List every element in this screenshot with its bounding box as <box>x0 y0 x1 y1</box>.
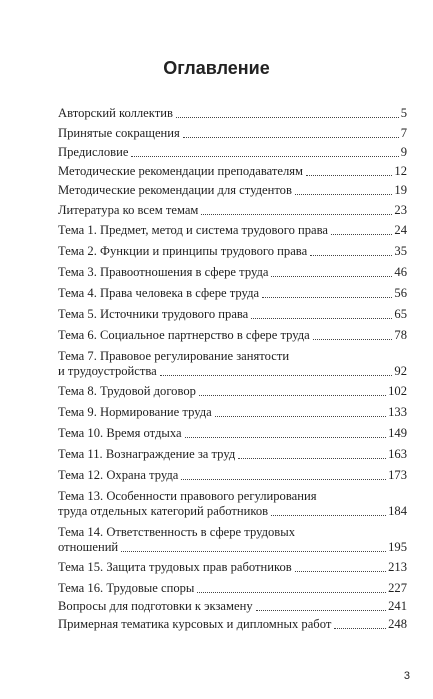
toc-entry-page: 46 <box>394 265 407 279</box>
toc-entry <box>58 203 407 218</box>
toc-entry <box>58 599 407 614</box>
toc-entry-title: Литература ко всем темам <box>58 203 199 217</box>
toc-entry <box>58 349 407 379</box>
toc-entry-title: Тема 8. Трудовой договор <box>58 384 196 398</box>
toc-entry-page: 5 <box>400 106 407 120</box>
toc-leader-dots <box>160 375 393 376</box>
toc-entry-page: 78 <box>394 328 407 342</box>
toc-leader-dots <box>331 234 392 235</box>
toc-leader-dots <box>262 297 392 298</box>
toc-entry-title: Принятые сокращения <box>58 126 180 140</box>
toc-entry <box>58 126 407 141</box>
toc-entry-title: Тема 5. Источники трудового права <box>58 307 249 321</box>
toc-entry-page: 35 <box>394 244 407 258</box>
toc-entry-page: 23 <box>394 203 407 217</box>
toc-entry-title: Тема 6. Социальное партнерство в сфере труда <box>58 328 310 342</box>
toc-entry-page: 163 <box>388 447 407 461</box>
toc-entry <box>58 164 407 179</box>
toc-entry-page: 184 <box>388 504 407 518</box>
toc-entry <box>58 286 407 301</box>
toc-leader-dots <box>199 395 386 396</box>
toc-leader-dots <box>271 276 392 277</box>
toc-entry <box>58 489 407 519</box>
toc-entry-page: 173 <box>388 468 407 482</box>
toc-entry-title-continued: отношений <box>58 540 119 554</box>
toc-entry-title: Тема 3. Правоотношения в сфере труда <box>58 265 269 279</box>
toc-leader-dots <box>176 117 399 118</box>
toc-entry-title: Вопросы для подготовки к экзамену <box>58 599 253 613</box>
toc-entry <box>58 244 407 259</box>
table-of-contents <box>58 106 407 632</box>
toc-leader-dots <box>238 458 386 459</box>
toc-entry <box>58 560 407 575</box>
toc-entry-title: Тема 1. Предмет, метод и система трудового права <box>58 223 329 237</box>
toc-entry-page: 248 <box>388 617 407 631</box>
toc-entry-page: 133 <box>388 405 407 419</box>
toc-entry <box>58 384 407 399</box>
toc-entry-page: 12 <box>394 164 407 178</box>
toc-entry-page: 195 <box>388 540 407 554</box>
toc-entry-title: Тема 13. Особенности правового регулирования <box>58 489 317 503</box>
toc-entry-title: Тема 4. Права человека в сфере труда <box>58 286 260 300</box>
toc-entry <box>58 525 407 555</box>
toc-entry-title: Тема 15. Защита трудовых прав работников <box>58 560 292 574</box>
toc-entry-page: 19 <box>394 183 407 197</box>
toc-entry-page: 102 <box>388 384 407 398</box>
toc-entry <box>58 265 407 280</box>
toc-entry-title: Авторский коллектив <box>58 106 173 120</box>
toc-entry <box>58 426 407 441</box>
toc-entry-title: Примерная тематика курсовых и дипломных работ <box>58 617 332 631</box>
toc-entry-title: Тема 10. Время отдыха <box>58 426 182 440</box>
toc-entry-page: 241 <box>388 599 407 613</box>
toc-entry-title: Тема 2. Функции и принципы трудового права <box>58 244 308 258</box>
toc-entry <box>58 405 407 420</box>
toc-entry <box>58 106 407 121</box>
toc-entry-title-continued: труда отдельных категорий работников <box>58 504 269 518</box>
toc-entry <box>58 145 407 160</box>
toc-leader-dots <box>271 515 386 516</box>
toc-entry-page: 7 <box>400 126 407 140</box>
toc-entry-page: 56 <box>394 286 407 300</box>
toc-entry <box>58 447 407 462</box>
toc-entry <box>58 328 407 343</box>
toc-entry-title-continued: и трудоустройства <box>58 364 157 378</box>
toc-leader-dots <box>334 628 386 629</box>
toc-entry-page: 24 <box>394 223 407 237</box>
toc-entry <box>58 223 407 238</box>
toc-leader-dots <box>256 610 386 611</box>
toc-leader-dots <box>131 156 398 157</box>
toc-entry <box>58 581 407 596</box>
page-number: 3 <box>403 670 410 682</box>
toc-heading: Оглавление <box>163 58 270 78</box>
toc-entry-title: Тема 11. Вознаграждение за труд <box>58 447 236 461</box>
toc-entry-title: Тема 16. Трудовые споры <box>58 581 195 595</box>
toc-leader-dots <box>295 194 392 195</box>
toc-leader-dots <box>306 175 392 176</box>
toc-leader-dots <box>313 339 393 340</box>
toc-leader-dots <box>181 479 386 480</box>
toc-entry-page: 213 <box>388 560 407 574</box>
toc-leader-dots <box>310 255 392 256</box>
toc-entry-title: Тема 14. Ответственность в сфере трудовых <box>58 525 295 539</box>
toc-entry-title: Методические рекомендации преподавателям <box>58 164 304 178</box>
toc-entry <box>58 617 407 632</box>
toc-entry-title: Тема 9. Нормирование труда <box>58 405 212 419</box>
toc-leader-dots <box>251 318 392 319</box>
toc-leader-dots <box>185 437 387 438</box>
toc-entry-page: 65 <box>394 307 407 321</box>
toc-leader-dots <box>215 416 386 417</box>
toc-entry-page: 227 <box>388 581 407 595</box>
toc-entry-title: Тема 7. Правовое регулирование занятости <box>58 349 290 363</box>
toc-entry-title: Методические рекомендации для студентов <box>58 183 292 197</box>
toc-leader-dots <box>197 592 386 593</box>
toc-leader-dots <box>201 214 392 215</box>
toc-entry-page: 92 <box>394 364 407 378</box>
toc-entry <box>58 183 407 198</box>
toc-entry-page: 9 <box>400 145 407 159</box>
toc-entry-title: Тема 12. Охрана труда <box>58 468 179 482</box>
toc-entry-page: 149 <box>388 426 407 440</box>
toc-entry <box>58 307 407 322</box>
toc-leader-dots <box>183 137 399 138</box>
toc-entry <box>58 468 407 483</box>
toc-leader-dots <box>121 551 386 552</box>
toc-entry-title: Предисловие <box>58 145 129 159</box>
toc-leader-dots <box>295 571 386 572</box>
